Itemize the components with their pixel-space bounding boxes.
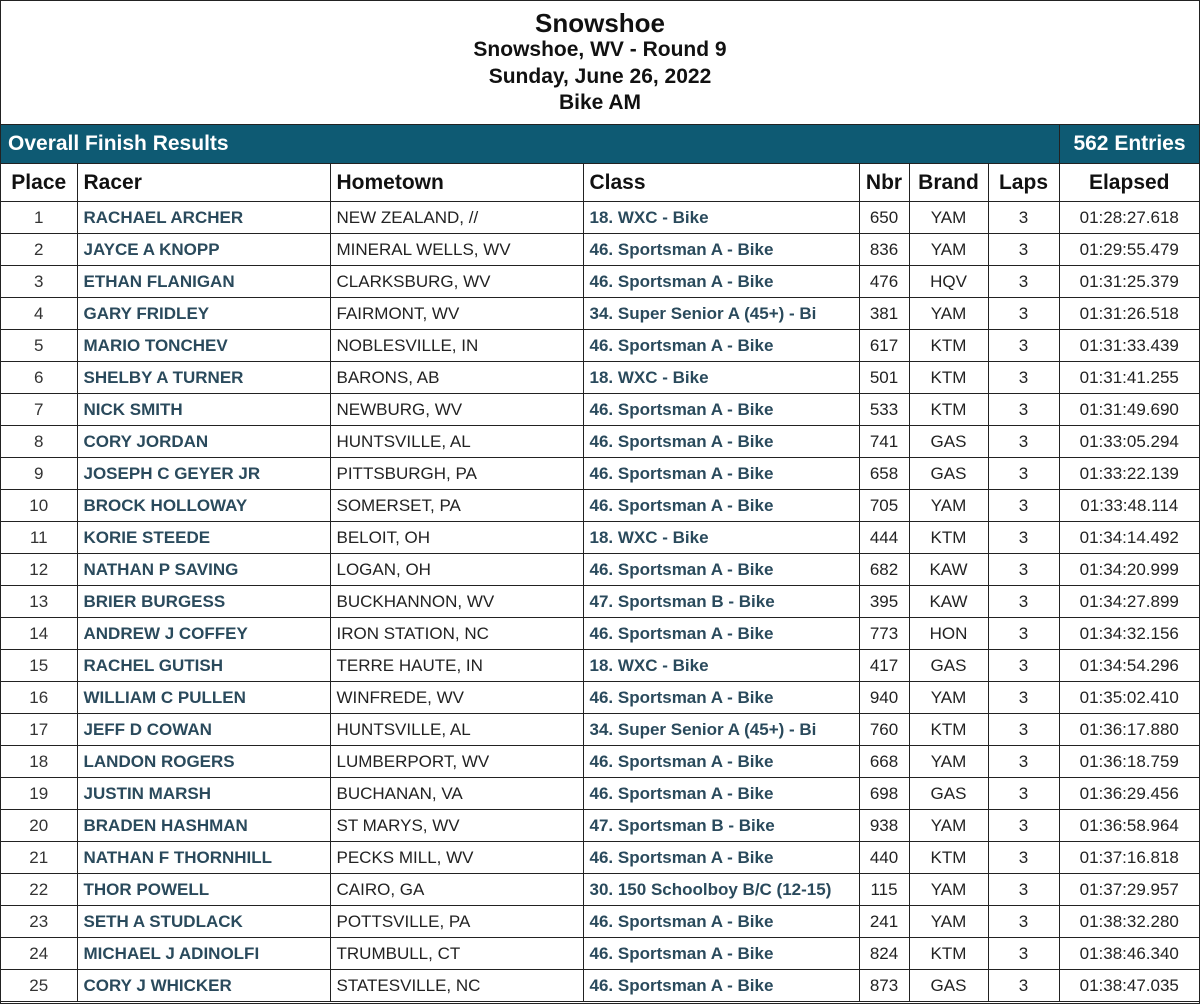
racer-name[interactable]: NATHAN P SAVING bbox=[77, 554, 330, 586]
number-cell: 760 bbox=[859, 714, 909, 746]
elapsed-cell: 01:31:33.439 bbox=[1059, 330, 1199, 362]
class-cell[interactable]: 18. WXC - Bike bbox=[583, 362, 859, 394]
number-cell: 617 bbox=[859, 330, 909, 362]
racer-name[interactable]: JUSTIN MARSH bbox=[77, 778, 330, 810]
elapsed-cell: 01:31:41.255 bbox=[1059, 362, 1199, 394]
table-row bbox=[1, 650, 1199, 682]
number-cell: 115 bbox=[859, 874, 909, 906]
elapsed-cell: 01:37:29.957 bbox=[1059, 874, 1199, 906]
elapsed-cell: 01:36:29.456 bbox=[1059, 778, 1199, 810]
laps-cell: 3 bbox=[988, 810, 1059, 842]
table-row bbox=[1, 810, 1199, 842]
number-cell: 395 bbox=[859, 586, 909, 618]
racer-name[interactable]: KORIE STEEDE bbox=[77, 522, 330, 554]
table-row bbox=[1, 426, 1199, 458]
place-cell: 7 bbox=[1, 394, 77, 426]
elapsed-cell: 01:36:58.964 bbox=[1059, 810, 1199, 842]
class-cell[interactable]: 46. Sportsman A - Bike bbox=[583, 266, 859, 298]
brand-cell: GAS bbox=[909, 650, 988, 682]
place-cell: 4 bbox=[1, 298, 77, 330]
number-cell: 476 bbox=[859, 266, 909, 298]
results-table bbox=[1, 164, 1199, 1002]
header-row bbox=[1, 164, 1199, 202]
event-date: Sunday, June 26, 2022 bbox=[488, 64, 712, 88]
laps-cell: 3 bbox=[988, 586, 1059, 618]
laps-cell: 3 bbox=[988, 330, 1059, 362]
racer-name[interactable]: CORY JORDAN bbox=[77, 426, 330, 458]
place-cell: 23 bbox=[1, 906, 77, 938]
class-cell[interactable]: 46. Sportsman A - Bike bbox=[583, 458, 859, 490]
table-row bbox=[1, 842, 1199, 874]
place-cell: 25 bbox=[1, 970, 77, 1002]
laps-cell: 3 bbox=[988, 554, 1059, 586]
table-row bbox=[1, 490, 1199, 522]
place-cell: 10 bbox=[1, 490, 77, 522]
brand-cell: GAS bbox=[909, 426, 988, 458]
hometown-cell: NEWBURG, WV bbox=[330, 394, 583, 426]
hometown-cell: BUCKHANNON, WV bbox=[330, 586, 583, 618]
number-cell: 650 bbox=[859, 202, 909, 234]
place-cell: 5 bbox=[1, 330, 77, 362]
table-row bbox=[1, 202, 1199, 234]
hometown-cell: PITTSBURGH, PA bbox=[330, 458, 583, 490]
laps-cell: 3 bbox=[988, 714, 1059, 746]
elapsed-cell: 01:34:54.296 bbox=[1059, 650, 1199, 682]
elapsed-cell: 01:28:27.618 bbox=[1059, 202, 1199, 234]
elapsed-cell: 01:29:55.479 bbox=[1059, 234, 1199, 266]
brand-cell: YAM bbox=[909, 746, 988, 778]
hometown-cell: MINERAL WELLS, WV bbox=[330, 234, 583, 266]
column-header-elapsed[interactable]: Elapsed bbox=[1059, 164, 1199, 202]
elapsed-cell: 01:34:20.999 bbox=[1059, 554, 1199, 586]
racer-name[interactable]: ANDREW J COFFEY bbox=[77, 618, 330, 650]
place-cell: 13 bbox=[1, 586, 77, 618]
number-cell: 444 bbox=[859, 522, 909, 554]
table-row bbox=[1, 522, 1199, 554]
elapsed-cell: 01:34:27.899 bbox=[1059, 586, 1199, 618]
table-row bbox=[1, 458, 1199, 490]
elapsed-cell: 01:31:49.690 bbox=[1059, 394, 1199, 426]
laps-cell: 3 bbox=[988, 490, 1059, 522]
hometown-cell: STATESVILLE, NC bbox=[330, 970, 583, 1002]
hometown-cell: PECKS MILL, WV bbox=[330, 842, 583, 874]
number-cell: 682 bbox=[859, 554, 909, 586]
place-cell: 8 bbox=[1, 426, 77, 458]
brand-cell: GAS bbox=[909, 778, 988, 810]
laps-cell: 3 bbox=[988, 650, 1059, 682]
number-cell: 824 bbox=[859, 938, 909, 970]
racer-name[interactable]: SHELBY A TURNER bbox=[77, 362, 330, 394]
table-row bbox=[1, 234, 1199, 266]
racer-name[interactable]: BROCK HOLLOWAY bbox=[77, 490, 330, 522]
hometown-cell: HUNTSVILLE, AL bbox=[330, 714, 583, 746]
hometown-cell: WINFREDE, WV bbox=[330, 682, 583, 714]
number-cell: 668 bbox=[859, 746, 909, 778]
number-cell: 658 bbox=[859, 458, 909, 490]
elapsed-cell: 01:34:32.156 bbox=[1059, 618, 1199, 650]
class-cell[interactable]: 46. Sportsman A - Bike bbox=[583, 970, 859, 1002]
number-cell: 773 bbox=[859, 618, 909, 650]
number-cell: 873 bbox=[859, 970, 909, 1002]
column-header-racer[interactable]: Racer bbox=[77, 164, 330, 202]
place-cell: 11 bbox=[1, 522, 77, 554]
class-cell[interactable]: 18. WXC - Bike bbox=[583, 650, 859, 682]
brand-cell: YAM bbox=[909, 874, 988, 906]
table-row bbox=[1, 746, 1199, 778]
number-cell: 381 bbox=[859, 298, 909, 330]
column-header-class[interactable]: Class bbox=[583, 164, 859, 202]
racer-name[interactable]: MARIO TONCHEV bbox=[77, 330, 330, 362]
table-row bbox=[1, 554, 1199, 586]
elapsed-cell: 01:36:17.880 bbox=[1059, 714, 1199, 746]
place-cell: 16 bbox=[1, 682, 77, 714]
class-cell[interactable]: 46. Sportsman A - Bike bbox=[583, 682, 859, 714]
hometown-cell: LUMBERPORT, WV bbox=[330, 746, 583, 778]
class-cell[interactable]: 46. Sportsman A - Bike bbox=[583, 426, 859, 458]
brand-cell: KTM bbox=[909, 394, 988, 426]
elapsed-cell: 01:37:16.818 bbox=[1059, 842, 1199, 874]
hometown-cell: IRON STATION, NC bbox=[330, 618, 583, 650]
elapsed-cell: 01:33:48.114 bbox=[1059, 490, 1199, 522]
racer-name[interactable]: JOSEPH C GEYER JR bbox=[77, 458, 330, 490]
brand-cell: KTM bbox=[909, 330, 988, 362]
table-row bbox=[1, 874, 1199, 906]
class-cell[interactable]: 30. 150 Schoolboy B/C (12-15) bbox=[583, 874, 859, 906]
place-cell: 3 bbox=[1, 266, 77, 298]
class-cell[interactable]: 46. Sportsman A - Bike bbox=[583, 330, 859, 362]
racer-name[interactable]: CORY J WHICKER bbox=[77, 970, 330, 1002]
laps-cell: 3 bbox=[988, 522, 1059, 554]
laps-cell: 3 bbox=[988, 266, 1059, 298]
results-bar bbox=[1, 125, 1199, 164]
number-cell: 417 bbox=[859, 650, 909, 682]
number-cell: 938 bbox=[859, 810, 909, 842]
laps-cell: 3 bbox=[988, 426, 1059, 458]
hometown-cell: LOGAN, OH bbox=[330, 554, 583, 586]
racer-name[interactable]: RACHEL GUTISH bbox=[77, 650, 330, 682]
racer-name[interactable]: GARY FRIDLEY bbox=[77, 298, 330, 330]
brand-cell: YAM bbox=[909, 234, 988, 266]
brand-cell: YAM bbox=[909, 202, 988, 234]
number-cell: 501 bbox=[859, 362, 909, 394]
brand-cell: GAS bbox=[909, 970, 988, 1002]
number-cell: 705 bbox=[859, 490, 909, 522]
class-cell[interactable]: 47. Sportsman B - Bike bbox=[583, 586, 859, 618]
hometown-cell: TRUMBULL, CT bbox=[330, 938, 583, 970]
hometown-cell: NEW ZEALAND, // bbox=[330, 202, 583, 234]
event-header bbox=[1, 1, 1199, 125]
laps-cell: 3 bbox=[988, 234, 1059, 266]
brand-cell: GAS bbox=[909, 458, 988, 490]
brand-cell: KAW bbox=[909, 586, 988, 618]
laps-cell: 3 bbox=[988, 298, 1059, 330]
place-cell: 1 bbox=[1, 202, 77, 234]
elapsed-cell: 01:34:14.492 bbox=[1059, 522, 1199, 554]
brand-cell: KTM bbox=[909, 938, 988, 970]
racer-name[interactable]: BRIER BURGESS bbox=[77, 586, 330, 618]
racer-name[interactable]: ETHAN FLANIGAN bbox=[77, 266, 330, 298]
racer-name[interactable]: NICK SMITH bbox=[77, 394, 330, 426]
number-cell: 440 bbox=[859, 842, 909, 874]
racer-name[interactable]: WILLIAM C PULLEN bbox=[77, 682, 330, 714]
table-row bbox=[1, 586, 1199, 618]
brand-cell: YAM bbox=[909, 906, 988, 938]
laps-cell: 3 bbox=[988, 458, 1059, 490]
place-cell: 9 bbox=[1, 458, 77, 490]
table-row bbox=[1, 330, 1199, 362]
laps-cell: 3 bbox=[988, 202, 1059, 234]
column-header-nbr[interactable]: Nbr bbox=[859, 164, 909, 202]
brand-cell: HQV bbox=[909, 266, 988, 298]
place-cell: 24 bbox=[1, 938, 77, 970]
brand-cell: YAM bbox=[909, 298, 988, 330]
hometown-cell: BELOIT, OH bbox=[330, 522, 583, 554]
class-cell[interactable]: 46. Sportsman A - Bike bbox=[583, 490, 859, 522]
racer-name[interactable]: JEFF D COWAN bbox=[77, 714, 330, 746]
class-cell[interactable]: 46. Sportsman A - Bike bbox=[583, 554, 859, 586]
laps-cell: 3 bbox=[988, 970, 1059, 1002]
class-cell[interactable]: 34. Super Senior A (45+) - Bi bbox=[583, 298, 859, 330]
class-cell[interactable]: 46. Sportsman A - Bike bbox=[583, 234, 859, 266]
event-title: Snowshoe bbox=[534, 8, 665, 38]
brand-cell: KTM bbox=[909, 842, 988, 874]
number-cell: 940 bbox=[859, 682, 909, 714]
brand-cell: HON bbox=[909, 618, 988, 650]
place-cell: 15 bbox=[1, 650, 77, 682]
table-row bbox=[1, 266, 1199, 298]
column-header-hometown[interactable]: Hometown bbox=[330, 164, 583, 202]
class-cell[interactable]: 46. Sportsman A - Bike bbox=[583, 778, 859, 810]
class-cell[interactable]: 18. WXC - Bike bbox=[583, 202, 859, 234]
place-cell: 21 bbox=[1, 842, 77, 874]
brand-cell: KTM bbox=[909, 362, 988, 394]
elapsed-cell: 01:36:18.759 bbox=[1059, 746, 1199, 778]
class-cell[interactable]: 46. Sportsman A - Bike bbox=[583, 906, 859, 938]
racer-name[interactable]: THOR POWELL bbox=[77, 874, 330, 906]
racer-name[interactable]: RACHAEL ARCHER bbox=[77, 202, 330, 234]
place-cell: 6 bbox=[1, 362, 77, 394]
hometown-cell: FAIRMONT, WV bbox=[330, 298, 583, 330]
place-cell: 19 bbox=[1, 778, 77, 810]
brand-cell: YAM bbox=[909, 810, 988, 842]
class-cell[interactable]: 34. Super Senior A (45+) - Bi bbox=[583, 714, 859, 746]
class-cell[interactable]: 46. Sportsman A - Bike bbox=[583, 394, 859, 426]
laps-cell: 3 bbox=[988, 394, 1059, 426]
laps-cell: 3 bbox=[988, 906, 1059, 938]
hometown-cell: CLARKSBURG, WV bbox=[330, 266, 583, 298]
elapsed-cell: 01:33:05.294 bbox=[1059, 426, 1199, 458]
elapsed-cell: 01:38:47.035 bbox=[1059, 970, 1199, 1002]
number-cell: 698 bbox=[859, 778, 909, 810]
number-cell: 533 bbox=[859, 394, 909, 426]
number-cell: 836 bbox=[859, 234, 909, 266]
table-row bbox=[1, 778, 1199, 810]
brand-cell: KAW bbox=[909, 554, 988, 586]
laps-cell: 3 bbox=[988, 874, 1059, 906]
laps-cell: 3 bbox=[988, 746, 1059, 778]
laps-cell: 3 bbox=[988, 938, 1059, 970]
elapsed-cell: 01:31:26.518 bbox=[1059, 298, 1199, 330]
hometown-cell: TERRE HAUTE, IN bbox=[330, 650, 583, 682]
laps-cell: 3 bbox=[988, 362, 1059, 394]
table-row bbox=[1, 618, 1199, 650]
racer-name[interactable]: JAYCE A KNOPP bbox=[77, 234, 330, 266]
class-cell[interactable]: 18. WXC - Bike bbox=[583, 522, 859, 554]
hometown-cell: ST MARYS, WV bbox=[330, 810, 583, 842]
column-header-place[interactable]: Place bbox=[1, 164, 77, 202]
results-title: Overall Finish Results bbox=[1, 125, 1060, 163]
table-row bbox=[1, 714, 1199, 746]
column-header-brand[interactable]: Brand bbox=[909, 164, 988, 202]
racer-name[interactable]: SETH A STUDLACK bbox=[77, 906, 330, 938]
class-cell[interactable]: 47. Sportsman B - Bike bbox=[583, 810, 859, 842]
laps-cell: 3 bbox=[988, 682, 1059, 714]
brand-cell: YAM bbox=[909, 490, 988, 522]
elapsed-cell: 01:38:32.280 bbox=[1059, 906, 1199, 938]
brand-cell: KTM bbox=[909, 714, 988, 746]
laps-cell: 3 bbox=[988, 618, 1059, 650]
table-row bbox=[1, 298, 1199, 330]
elapsed-cell: 01:31:25.379 bbox=[1059, 266, 1199, 298]
number-cell: 741 bbox=[859, 426, 909, 458]
place-cell: 12 bbox=[1, 554, 77, 586]
table-row bbox=[1, 906, 1199, 938]
class-cell[interactable]: 46. Sportsman A - Bike bbox=[583, 746, 859, 778]
hometown-cell: NOBLESVILLE, IN bbox=[330, 330, 583, 362]
class-cell[interactable]: 46. Sportsman A - Bike bbox=[583, 938, 859, 970]
entries-count: 562 Entries bbox=[1073, 132, 1186, 155]
place-cell: 18 bbox=[1, 746, 77, 778]
hometown-cell: BUCHANAN, VA bbox=[330, 778, 583, 810]
hometown-cell: SOMERSET, PA bbox=[330, 490, 583, 522]
table-row bbox=[1, 938, 1199, 970]
hometown-cell: HUNTSVILLE, AL bbox=[330, 426, 583, 458]
elapsed-cell: 01:35:02.410 bbox=[1059, 682, 1199, 714]
event-session: Bike AM bbox=[558, 91, 642, 114]
number-cell: 241 bbox=[859, 906, 909, 938]
elapsed-cell: 01:38:46.340 bbox=[1059, 938, 1199, 970]
racer-name[interactable]: BRADEN HASHMAN bbox=[77, 810, 330, 842]
table-row bbox=[1, 970, 1199, 1002]
brand-cell: KTM bbox=[909, 522, 988, 554]
racer-name[interactable]: LANDON ROGERS bbox=[77, 746, 330, 778]
hometown-cell: BARONS, AB bbox=[330, 362, 583, 394]
racer-name[interactable]: NATHAN F THORNHILL bbox=[77, 842, 330, 874]
place-cell: 2 bbox=[1, 234, 77, 266]
elapsed-cell: 01:33:22.139 bbox=[1059, 458, 1199, 490]
hometown-cell: POTTSVILLE, PA bbox=[330, 906, 583, 938]
laps-cell: 3 bbox=[988, 842, 1059, 874]
racer-name[interactable]: MICHAEL J ADINOLFI bbox=[77, 938, 330, 970]
hometown-cell: CAIRO, GA bbox=[330, 874, 583, 906]
table-row bbox=[1, 394, 1199, 426]
place-cell: 22 bbox=[1, 874, 77, 906]
place-cell: 14 bbox=[1, 618, 77, 650]
column-header-laps[interactable]: Laps bbox=[988, 164, 1059, 202]
class-cell[interactable]: 46. Sportsman A - Bike bbox=[583, 618, 859, 650]
event-location-round: Snowshoe, WV - Round 9 bbox=[473, 38, 727, 61]
table-row bbox=[1, 682, 1199, 714]
laps-cell: 3 bbox=[988, 778, 1059, 810]
place-cell: 17 bbox=[1, 714, 77, 746]
class-cell[interactable]: 46. Sportsman A - Bike bbox=[583, 842, 859, 874]
table-row bbox=[1, 362, 1199, 394]
place-cell: 20 bbox=[1, 810, 77, 842]
brand-cell: YAM bbox=[909, 682, 988, 714]
